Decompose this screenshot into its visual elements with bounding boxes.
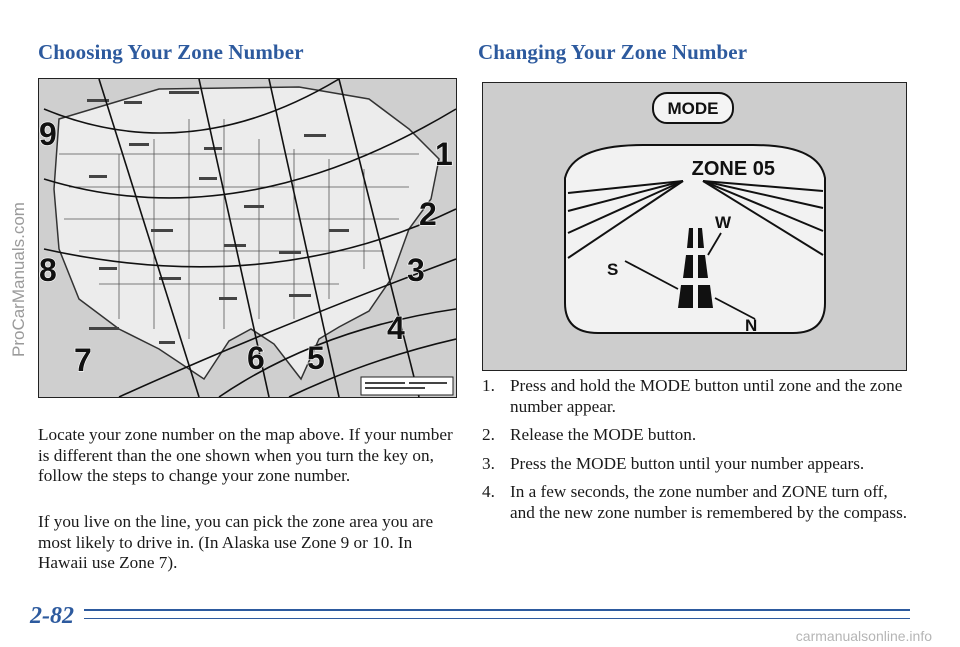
zone-number-9: 9 bbox=[39, 116, 57, 152]
paragraph-locate-zone: Locate your zone number on the map above. If your number is different than the one shown when you turn the key on, follow the steps to change your zone number. bbox=[38, 425, 453, 485]
step-text: Release the MODE button. bbox=[510, 425, 697, 444]
map-legend bbox=[361, 377, 453, 395]
zone-number-5: 5 bbox=[307, 340, 325, 376]
bottom-watermark: carmanualsonline.info bbox=[795, 628, 932, 644]
step-text: Press and hold the MODE button until zone and the zone number appear. bbox=[510, 376, 903, 416]
step-item bbox=[482, 454, 912, 475]
section-heading-choosing-zone: Choosing Your Zone Number bbox=[38, 40, 304, 64]
zone-number-8: 8 bbox=[39, 252, 57, 288]
paragraph-zone-line: If you live on the line, you can pick the zone area you are most likely to drive in. (In Alaska use Zone 9 or 10. In Hawaii use Zone 7). bbox=[38, 512, 434, 572]
step-number: 3. bbox=[482, 453, 495, 473]
zone-number-4: 4 bbox=[387, 310, 405, 346]
zone-number-7: 7 bbox=[74, 342, 92, 378]
page-number: 2-82 bbox=[30, 603, 74, 629]
direction-n-label: N bbox=[745, 316, 758, 335]
footer-rule-thin bbox=[84, 618, 910, 619]
compass-display-drawing bbox=[483, 83, 906, 370]
compass-display-panel bbox=[482, 82, 907, 371]
side-watermark: ProCarManuals.com bbox=[9, 202, 28, 357]
step-text: In a few seconds, the zone number and ZONE turn off, and the new zone number is remembered by the compass. bbox=[510, 482, 908, 522]
zone-map-drawing bbox=[39, 79, 456, 397]
step-item bbox=[482, 482, 912, 523]
step-number: 1. bbox=[482, 376, 495, 395]
step-text: Press the MODE button until your number appears. bbox=[510, 453, 865, 473]
direction-w-label: W bbox=[715, 213, 732, 232]
mode-button-label: MODE bbox=[667, 99, 719, 118]
step-item bbox=[482, 425, 912, 446]
zone-number-1: 1 bbox=[435, 136, 453, 172]
step-number: 2. bbox=[482, 425, 495, 444]
steps-list bbox=[482, 376, 912, 531]
footer-rule bbox=[84, 609, 910, 611]
zone-number-6: 6 bbox=[247, 340, 265, 376]
zone-map bbox=[38, 78, 457, 398]
step-item bbox=[482, 376, 912, 417]
section-heading-changing-zone: Changing Your Zone Number bbox=[478, 40, 748, 64]
zone-number-2: 2 bbox=[419, 196, 437, 232]
step-number: 4. bbox=[482, 482, 495, 501]
zone-display-text: ZONE 05 bbox=[691, 158, 775, 180]
direction-s-label: S bbox=[607, 260, 619, 279]
zone-number-3: 3 bbox=[407, 252, 425, 288]
